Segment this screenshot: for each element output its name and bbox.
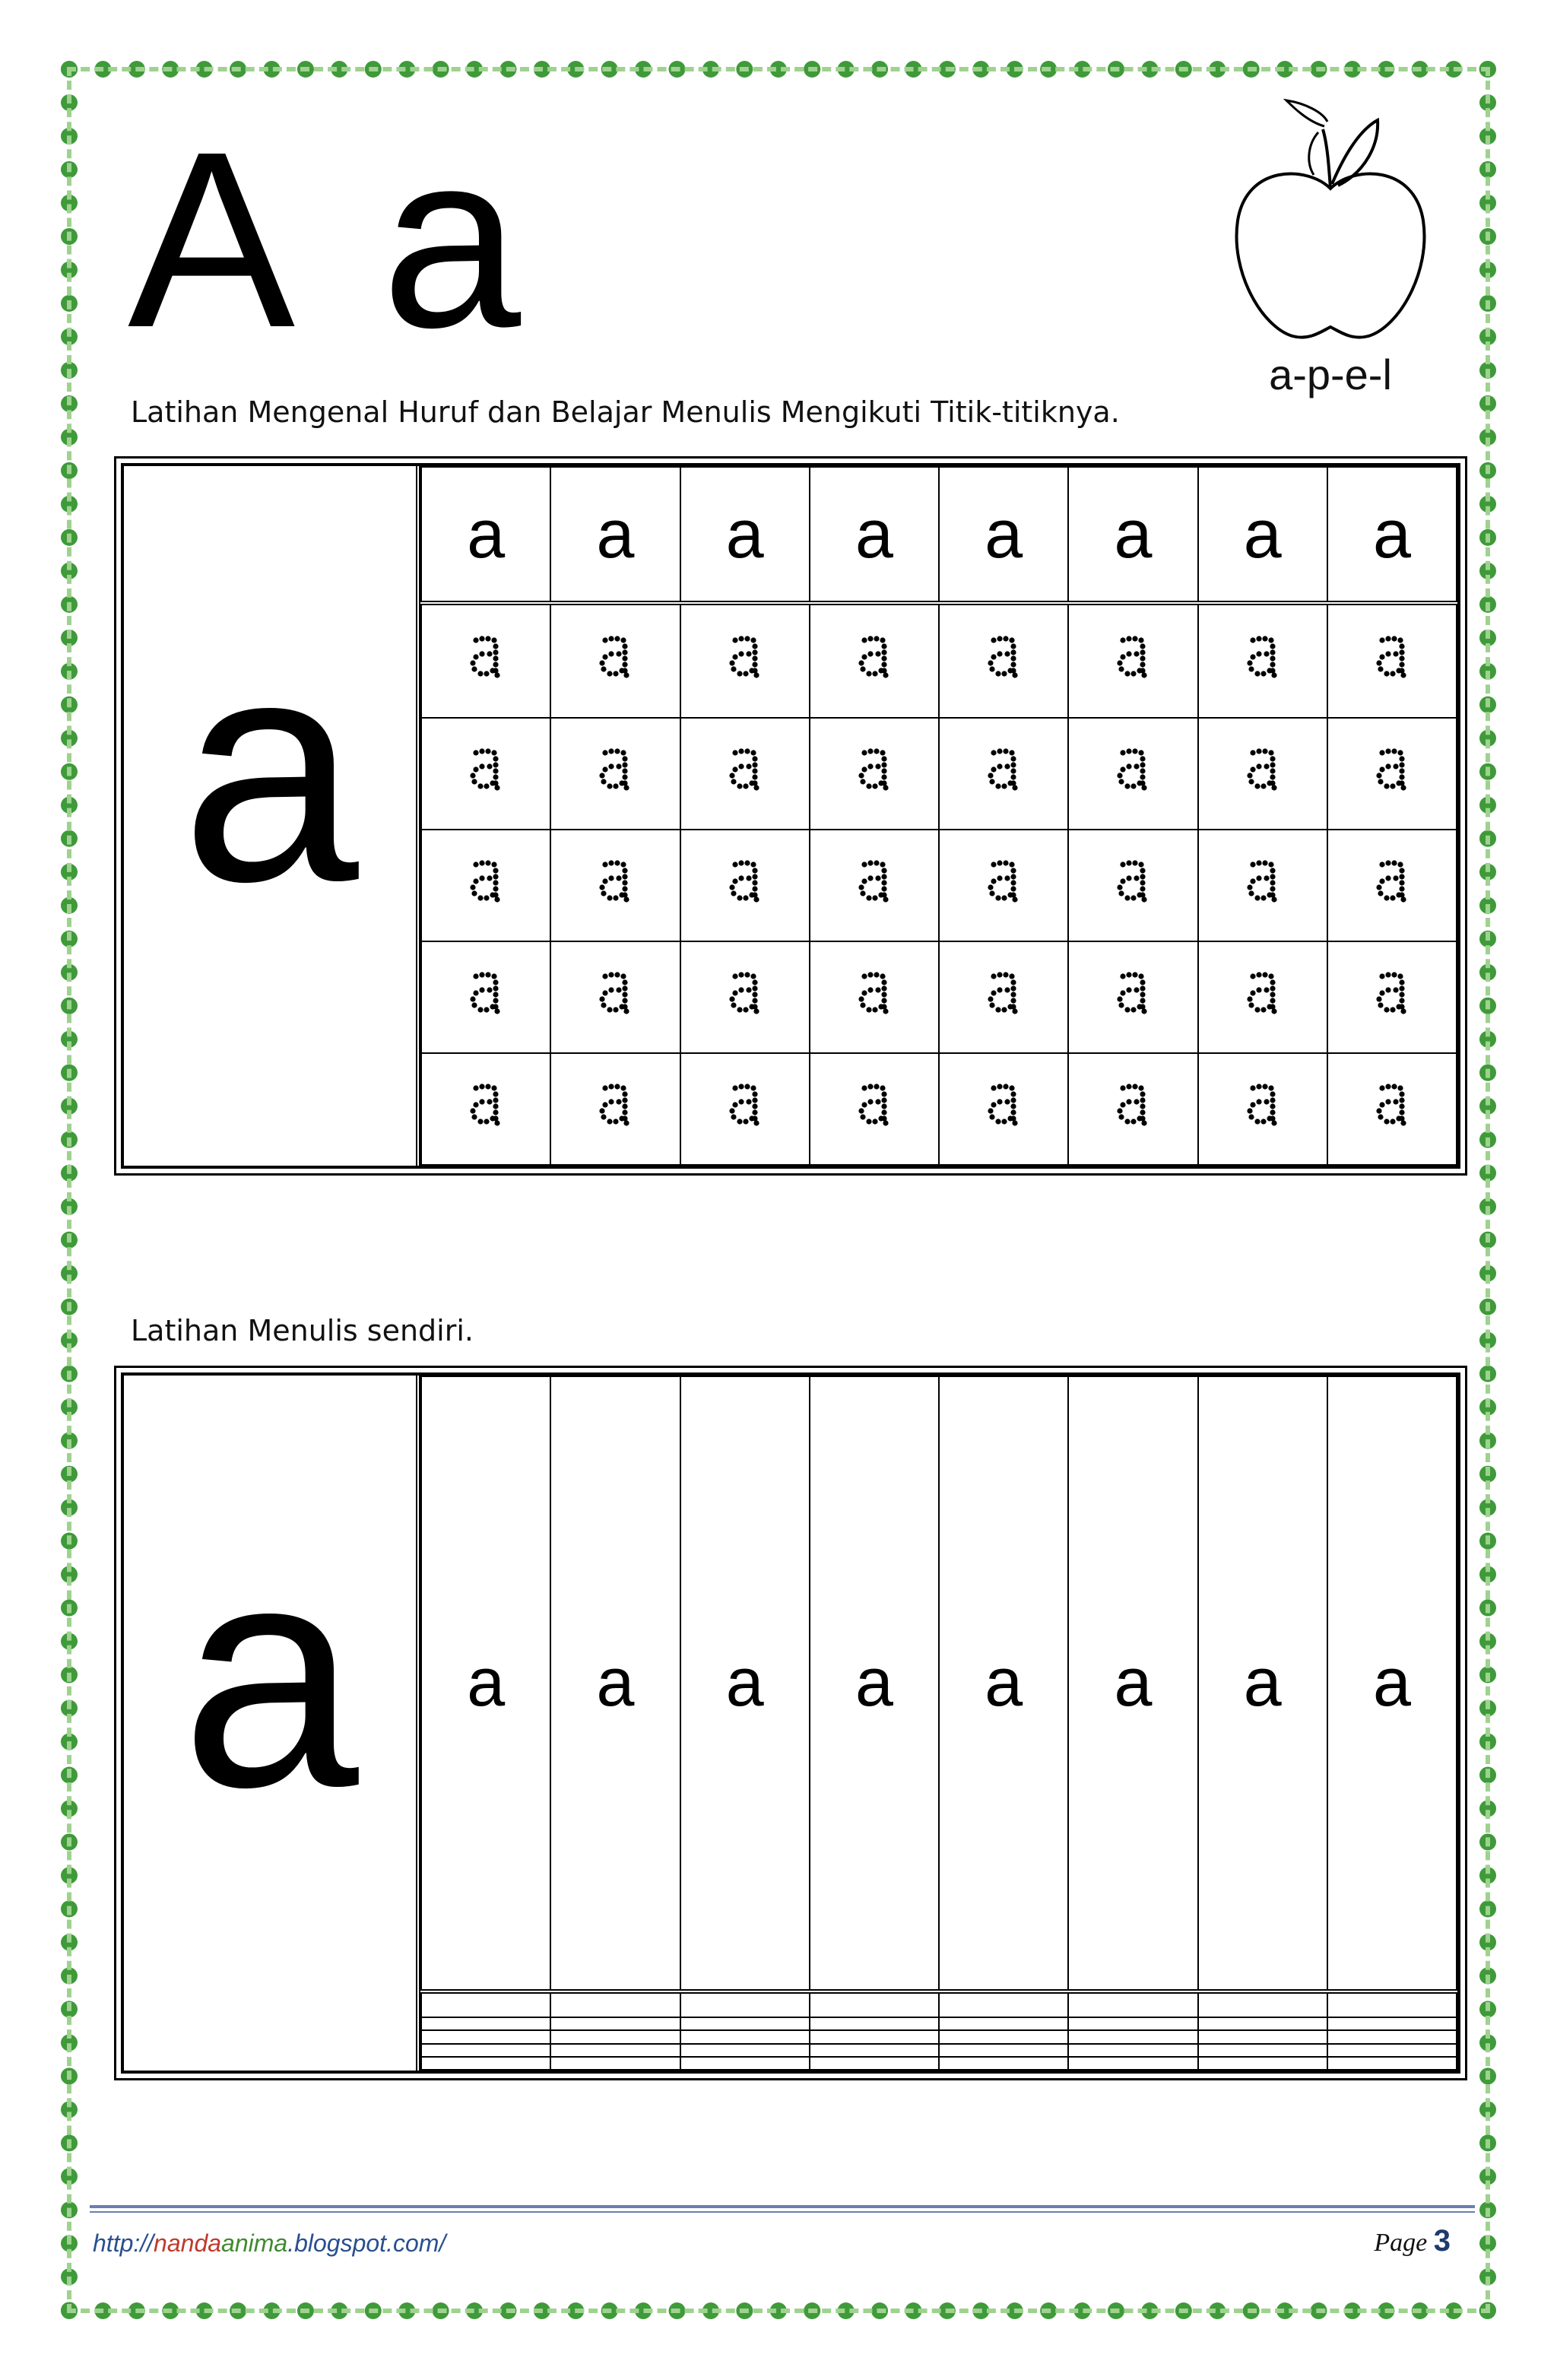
dotted-letter-icon [1236, 1081, 1289, 1134]
writing-cell[interactable] [939, 2044, 1068, 2057]
trace-cell [680, 603, 810, 718]
dotted-letter-icon [718, 633, 772, 686]
dotted-letter-icon [977, 745, 1030, 798]
trace-cell [550, 1053, 680, 1165]
header-letter: a [939, 1376, 1068, 1991]
writing-cell[interactable] [1068, 2057, 1197, 2070]
writing-cell[interactable] [550, 2044, 680, 2057]
dotted-letter-icon [1365, 745, 1419, 798]
writing-cell[interactable] [1068, 2017, 1197, 2030]
header-letter: a [1198, 1376, 1327, 1991]
trace-cell [550, 718, 680, 830]
trace-cell [421, 830, 550, 941]
header-row [421, 1376, 1457, 1991]
writing-cell[interactable] [1327, 2057, 1457, 2070]
trace-cell [939, 941, 1068, 1053]
sample-letter-cell [124, 1376, 420, 2071]
dotted-letter-icon [1106, 1081, 1159, 1134]
trace-cell [1068, 830, 1197, 941]
writing-cell[interactable] [810, 2044, 939, 2057]
writing-cell[interactable] [680, 1991, 810, 2017]
header-row [421, 467, 1457, 603]
dotted-letter-icon [848, 857, 901, 910]
trace-row [421, 941, 1457, 1053]
trace-cell [550, 830, 680, 941]
uppercase-letter: A [128, 99, 296, 379]
trace-cell [1068, 718, 1197, 830]
header-letter: a [810, 467, 939, 603]
trace-cell [1198, 718, 1327, 830]
writing-row [421, 2044, 1457, 2057]
writing-cell[interactable] [1068, 2030, 1197, 2043]
writing-row [421, 1991, 1457, 2017]
trace-cell [810, 941, 939, 1053]
dotted-letter-icon [459, 969, 512, 1022]
trace-cell [1327, 941, 1457, 1053]
dotted-letter-icon [1365, 633, 1419, 686]
writing-cell[interactable] [680, 2044, 810, 2057]
writing-cell[interactable] [1198, 2057, 1327, 2070]
url-part-anima: anima [221, 2229, 288, 2257]
dotted-letter-icon [1365, 1081, 1419, 1134]
url-scheme: http:// [93, 2229, 154, 2257]
dotted-letter-icon [459, 1081, 512, 1134]
writing-cell[interactable] [421, 2044, 550, 2057]
dotted-letter-icon [977, 1081, 1030, 1134]
header-letter: a [1327, 467, 1457, 603]
writing-cell[interactable] [421, 2017, 550, 2030]
dotted-letter-icon [1236, 857, 1289, 910]
trace-cell [421, 1053, 550, 1165]
dotted-letter-icon [1365, 969, 1419, 1022]
dotted-letter-icon [1236, 745, 1289, 798]
header-letter: a [810, 1376, 939, 1991]
dotted-letter-icon [977, 633, 1030, 686]
header-letter: a [550, 467, 680, 603]
writing-cell[interactable] [1198, 1991, 1327, 2017]
writing-cell[interactable] [680, 2030, 810, 2043]
dotted-letter-icon [718, 857, 772, 910]
trace-cell [680, 718, 810, 830]
dotted-letter-icon [848, 633, 901, 686]
dotted-letter-icon [718, 1081, 772, 1134]
section1-title: Latihan Mengenal Huruf dan Belajar Menulis Mengikuti Titik-titiknya. [131, 395, 1120, 429]
dotted-letter-icon [1236, 969, 1289, 1022]
trace-cell [810, 718, 939, 830]
dotted-letter-icon [977, 857, 1030, 910]
writing-row [421, 2030, 1457, 2043]
dotted-letter-icon [977, 969, 1030, 1022]
header-letter: a [1068, 1376, 1197, 1991]
page-label: Page [1374, 2229, 1428, 2257]
writing-cell[interactable] [1327, 1991, 1457, 2017]
writing-cell[interactable] [680, 2017, 810, 2030]
page-indicator [1374, 2224, 1451, 2258]
dotted-letter-icon [459, 745, 512, 798]
header-letter: a [939, 467, 1068, 603]
writing-cell[interactable] [810, 2057, 939, 2070]
writing-cell[interactable] [810, 1991, 939, 2017]
trace-cell [1327, 830, 1457, 941]
header-letter: a [1198, 467, 1327, 603]
dotted-letter-icon [588, 633, 642, 686]
apple-illustration [1216, 99, 1444, 411]
dotted-letter-icon [848, 969, 901, 1022]
writing-cell[interactable] [550, 1991, 680, 2017]
dotted-letter-icon [1106, 857, 1159, 910]
writing-cell[interactable] [939, 2030, 1068, 2043]
trace-cell [1068, 1053, 1197, 1165]
header-letter: a [421, 467, 550, 603]
lowercase-letter: a [381, 99, 537, 379]
writing-cell[interactable] [1327, 2044, 1457, 2057]
trace-cell [550, 941, 680, 1053]
letter-heading [128, 99, 537, 379]
writing-row [421, 2017, 1457, 2030]
trace-cell [680, 941, 810, 1053]
trace-cell [939, 1053, 1068, 1165]
trace-cell [1068, 941, 1197, 1053]
dotted-letter-icon [1106, 745, 1159, 798]
trace-cell [810, 603, 939, 718]
header-letter: a [680, 1376, 810, 1991]
trace-cell [1198, 1053, 1327, 1165]
section2-title: Latihan Menulis sendiri. [131, 1314, 474, 1347]
dotted-letter-icon [848, 745, 901, 798]
writing-cell[interactable] [421, 2030, 550, 2043]
writing-grid [114, 1366, 1467, 2080]
trace-cell [421, 603, 550, 718]
writing-table [420, 1376, 1457, 2071]
header-letter: a [421, 1376, 550, 1991]
page-number: 3 [1433, 2224, 1451, 2258]
writing-cell[interactable] [421, 2057, 550, 2070]
writing-cell[interactable] [939, 2017, 1068, 2030]
dotted-letter-icon [848, 1081, 901, 1134]
trace-cell [810, 1053, 939, 1165]
writing-cell[interactable] [1068, 2044, 1197, 2057]
header-letter: a [680, 467, 810, 603]
dotted-letter-icon [1236, 633, 1289, 686]
writing-cell[interactable] [421, 1991, 550, 2017]
trace-cell [550, 603, 680, 718]
writing-row [421, 2057, 1457, 2070]
trace-cell [1198, 941, 1327, 1053]
footer-divider [90, 2205, 1475, 2208]
writing-cell[interactable] [680, 2057, 810, 2070]
writing-cell[interactable] [550, 2030, 680, 2043]
trace-row [421, 830, 1457, 941]
trace-row [421, 603, 1457, 718]
header-letter: a [550, 1376, 680, 1991]
sample-letter: a [181, 1497, 359, 1854]
trace-cell [939, 718, 1068, 830]
dotted-letter-icon [1106, 633, 1159, 686]
dotted-letter-icon [588, 969, 642, 1022]
trace-cell [1327, 1053, 1457, 1165]
trace-cell [939, 830, 1068, 941]
sample-letter: a [181, 592, 359, 948]
writing-cell[interactable] [939, 1991, 1068, 2017]
writing-cell[interactable] [1327, 2030, 1457, 2043]
footer-url[interactable] [93, 2229, 446, 2258]
writing-cell[interactable] [1198, 2044, 1327, 2057]
sample-letter-cell [124, 466, 420, 1166]
dotted-letter-icon [718, 969, 772, 1022]
trace-row [421, 718, 1457, 830]
dotted-letter-icon [718, 745, 772, 798]
trace-cell [1198, 603, 1327, 718]
writing-cell[interactable] [939, 2057, 1068, 2070]
trace-cell [939, 603, 1068, 718]
writing-cell[interactable] [550, 2017, 680, 2030]
apple-icon [1216, 99, 1444, 350]
writing-cell[interactable] [1327, 2017, 1457, 2030]
writing-cell[interactable] [810, 2030, 939, 2043]
writing-cell[interactable] [810, 2017, 939, 2030]
trace-cell [421, 941, 550, 1053]
trace-cell [421, 718, 550, 830]
trace-cell [1198, 830, 1327, 941]
trace-row [421, 1053, 1457, 1165]
header-letter: a [1068, 467, 1197, 603]
trace-cell [680, 830, 810, 941]
writing-cell[interactable] [550, 2057, 680, 2070]
dotted-letter-icon [459, 857, 512, 910]
dotted-letter-icon [588, 1081, 642, 1134]
writing-cell[interactable] [1198, 2017, 1327, 2030]
tracing-table [420, 466, 1457, 1166]
dotted-letter-icon [1106, 969, 1159, 1022]
apple-word: a-p-e-l [1269, 351, 1392, 398]
trace-cell [810, 830, 939, 941]
dotted-letter-icon [588, 745, 642, 798]
dotted-letter-icon [1365, 857, 1419, 910]
trace-cell [1068, 603, 1197, 718]
writing-cell[interactable] [1068, 1991, 1197, 2017]
dotted-letter-icon [459, 633, 512, 686]
trace-cell [1327, 603, 1457, 718]
footer-divider-thin [90, 2211, 1475, 2213]
writing-cell[interactable] [1198, 2030, 1327, 2043]
tracing-grid [114, 456, 1467, 1176]
url-part-nanda: nanda [154, 2229, 222, 2257]
trace-cell [1327, 718, 1457, 830]
url-domain: .blogspot.com/ [287, 2229, 446, 2257]
trace-cell [680, 1053, 810, 1165]
header-letter: a [1327, 1376, 1457, 1991]
dotted-letter-icon [588, 857, 642, 910]
